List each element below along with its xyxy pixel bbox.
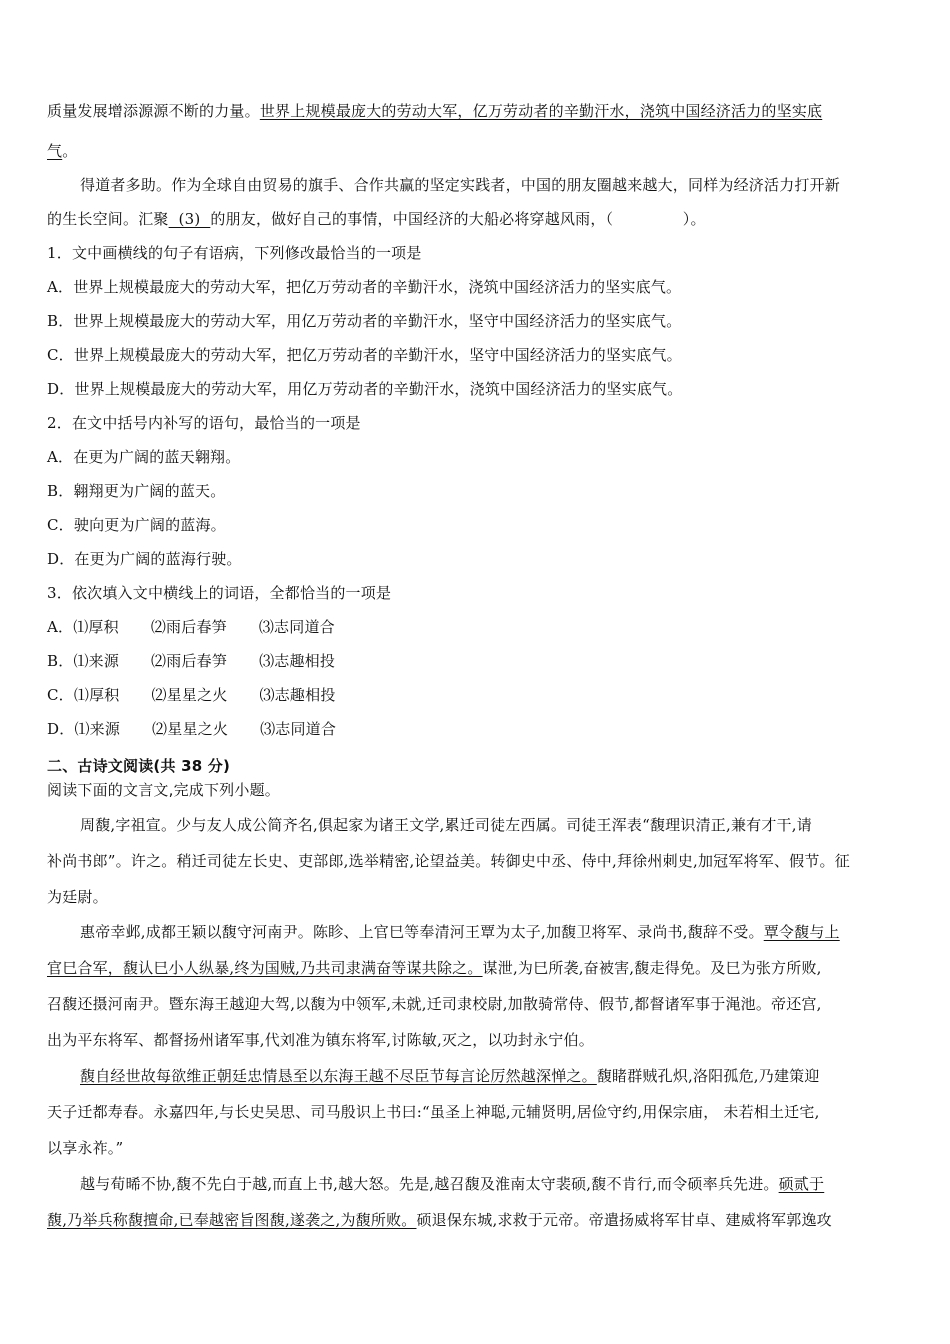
question-2-option-c: C．驶向更为广阔的蓝海。: [47, 516, 226, 534]
question-1-option-a: A．世界上规模最庞大的劳动大军，把亿万劳动者的辛勤汗水，浇筑中国经济活力的坚实底气。: [47, 278, 682, 296]
classical-p3-line-3: 以享永祚。”: [47, 1139, 124, 1157]
classical-text: 硕退保东城,求救于元帝。帝遣扬威将军甘卓、建威将军郭逸攻: [416, 1211, 832, 1229]
underlined-sentence: 覃令馥与上: [763, 923, 840, 941]
classical-p1-line-3: 为廷尉。: [47, 888, 108, 906]
question-3-option-d: [47, 718, 336, 740]
question-1-stem: 1．文中画横线的句子有语病，下列修改最恰当的一项是: [47, 244, 422, 262]
classical-text: 馥睹群贼孔炽,洛阳孤危,乃建策迎: [596, 1067, 820, 1085]
question-1-option-c: C．世界上规模最庞大的劳动大军，把亿万劳动者的辛勤汗水，坚守中国经济活力的坚实底气。: [47, 346, 682, 364]
question-2-option-d: D．在更为广阔的蓝海行驶。: [47, 550, 242, 568]
classical-p2-line-4: 出为平东将军、都督扬州诸军事,代刘准为镇东将军,讨陈敏,灭之，以功封永宁伯。: [47, 1031, 594, 1049]
underlined-sentence: 硕贰于: [778, 1175, 825, 1193]
option-word-1: ⑴厚积: [73, 618, 119, 636]
blank-3: (3): [168, 210, 211, 228]
question-3-option-b: [47, 650, 335, 672]
section-heading: 二、古诗文阅读(共 38 分): [47, 757, 231, 775]
passage-text: 。: [62, 142, 78, 160]
question-1-option-b: B．世界上规模最庞大的劳动大军，用亿万劳动者的辛勤汗水，坚守中国经济活力的坚实底气。: [47, 312, 682, 330]
underlined-sentence-end: 气: [47, 142, 63, 160]
option-word-1: ⑴来源: [73, 652, 120, 670]
underlined-sentence: 馥,乃举兵称馥擅命,已奉越密旨图馥,遂袭之,为馥所败。: [47, 1211, 417, 1229]
classical-p4-line-2: [47, 1209, 832, 1231]
underlined-sentence: 世界上规模最庞大的劳动大军，亿万劳动者的辛勤汗水，浇筑中国经济活力的坚实底: [259, 102, 823, 120]
question-1-option-d: D．世界上规模最庞大的劳动大军，用亿万劳动者的辛勤汗水，浇筑中国经济活力的坚实底气。: [47, 380, 683, 398]
question-2-stem: 2．在文中括号内补写的语句，最恰当的一项是: [47, 414, 361, 432]
passage-text: 质量发展增添源源不断的力量。: [47, 102, 260, 120]
classical-p2-line-3: 召馥还摄河南尹。暨东海王越迎大驾,以馥为中领军,未就,迁司隶校尉,加散骑常侍、假节,都督诸军事于渑池。帝还宫,: [47, 995, 822, 1013]
question-3-option-a: [47, 616, 335, 638]
option-word-2: ⑵星星之火: [151, 686, 228, 704]
option-word-3: ⑶志同道合: [260, 720, 337, 738]
classical-p3-line-2: 天子迁都寿春。永嘉四年,与长史吴思、司马殷识上书曰:“虽圣上神聪,元辅贤明,居俭守约,用保宗庙， 未若相土迁宅,: [47, 1103, 820, 1121]
passage-line-4: [47, 208, 706, 230]
option-letter: B．: [47, 652, 74, 670]
section-instruction: 阅读下面的文言文,完成下列小题。: [47, 781, 280, 799]
question-3-option-c: [47, 684, 336, 706]
question-2-option-b: B．翱翔更为广阔的蓝天。: [47, 482, 226, 500]
option-letter: D．: [47, 720, 75, 738]
option-word-2: ⑵星星之火: [152, 720, 229, 738]
option-word-1: ⑴来源: [74, 720, 121, 738]
classical-p2-line-2: [47, 957, 822, 979]
passage-line-3: 得道者多助。作为全球自由贸易的旗手、合作共赢的坚定实践者，中国的朋友圈越来越大，同样为经济活力打开新: [80, 176, 841, 194]
passage-line-1: [47, 100, 822, 122]
underlined-sentence: 馥自经世故每欲维正朝廷忠情恳至以东海王越不尽臣节每言论厉然越深惮之。: [80, 1067, 597, 1085]
classical-text: 越与荀晞不协,馥不先白于越,而直上书,越大怒。先是,越召馥及淮南太守裴硕,馥不肯行,而令硕率兵先进。: [80, 1175, 779, 1193]
classical-p1-line-2: 补尚书郎”。许之。稍迁司徒左长史、吏部郎,选举精密,论望益美。转御史中丞、侍中,拜徐州刺史,加冠军将军、假节。征: [47, 852, 850, 870]
option-word-1: ⑴厚积: [73, 686, 120, 704]
classical-p3-line-1: [80, 1065, 820, 1087]
passage-text: 的生长空间。汇聚: [47, 210, 169, 228]
option-word-2: ⑵雨后春笋: [150, 618, 227, 636]
question-2-option-a: A．在更为广阔的蓝天翱翔。: [47, 448, 241, 466]
classical-text: 惠帝幸邺,成都王颖以馥守河南尹。陈眕、上官巳等奉清河王覃为太子,加馥卫将军、录尚书,馥辞不受。: [80, 923, 764, 941]
classical-p1-line-1: 周馥,字祖宣。少与友人成公简齐名,俱起家为诸王文学,累迁司徒左西属。司徒王浑表“馥理识清正,兼有才干,请: [80, 816, 812, 834]
option-word-2: ⑵雨后春笋: [151, 652, 228, 670]
option-word-3: ⑶志趣相投: [259, 686, 336, 704]
question-3-stem: 3．依次填入文中横线上的词语，全都恰当的一项是: [47, 584, 392, 602]
classical-p4-line-1: [80, 1173, 824, 1195]
option-letter: C．: [47, 686, 74, 704]
passage-line-2: [47, 140, 77, 162]
option-word-3: ⑶志同道合: [258, 618, 335, 636]
option-letter: A．: [47, 618, 74, 636]
passage-text: 的朋友，做好自己的事情，中国经济的大船必将穿越风雨，（ ）。: [210, 210, 706, 228]
option-word-3: ⑶志趣相投: [259, 652, 336, 670]
classical-p2-line-1: [80, 921, 840, 943]
underlined-sentence: 官巳合军，馥认巳小人纵暴,终为国贼,乃共司隶满奋等谋共除之。: [47, 959, 483, 977]
classical-text: 谋泄,为巳所袭,奋被害,馥走得免。及巳为张方所败,: [482, 959, 822, 977]
